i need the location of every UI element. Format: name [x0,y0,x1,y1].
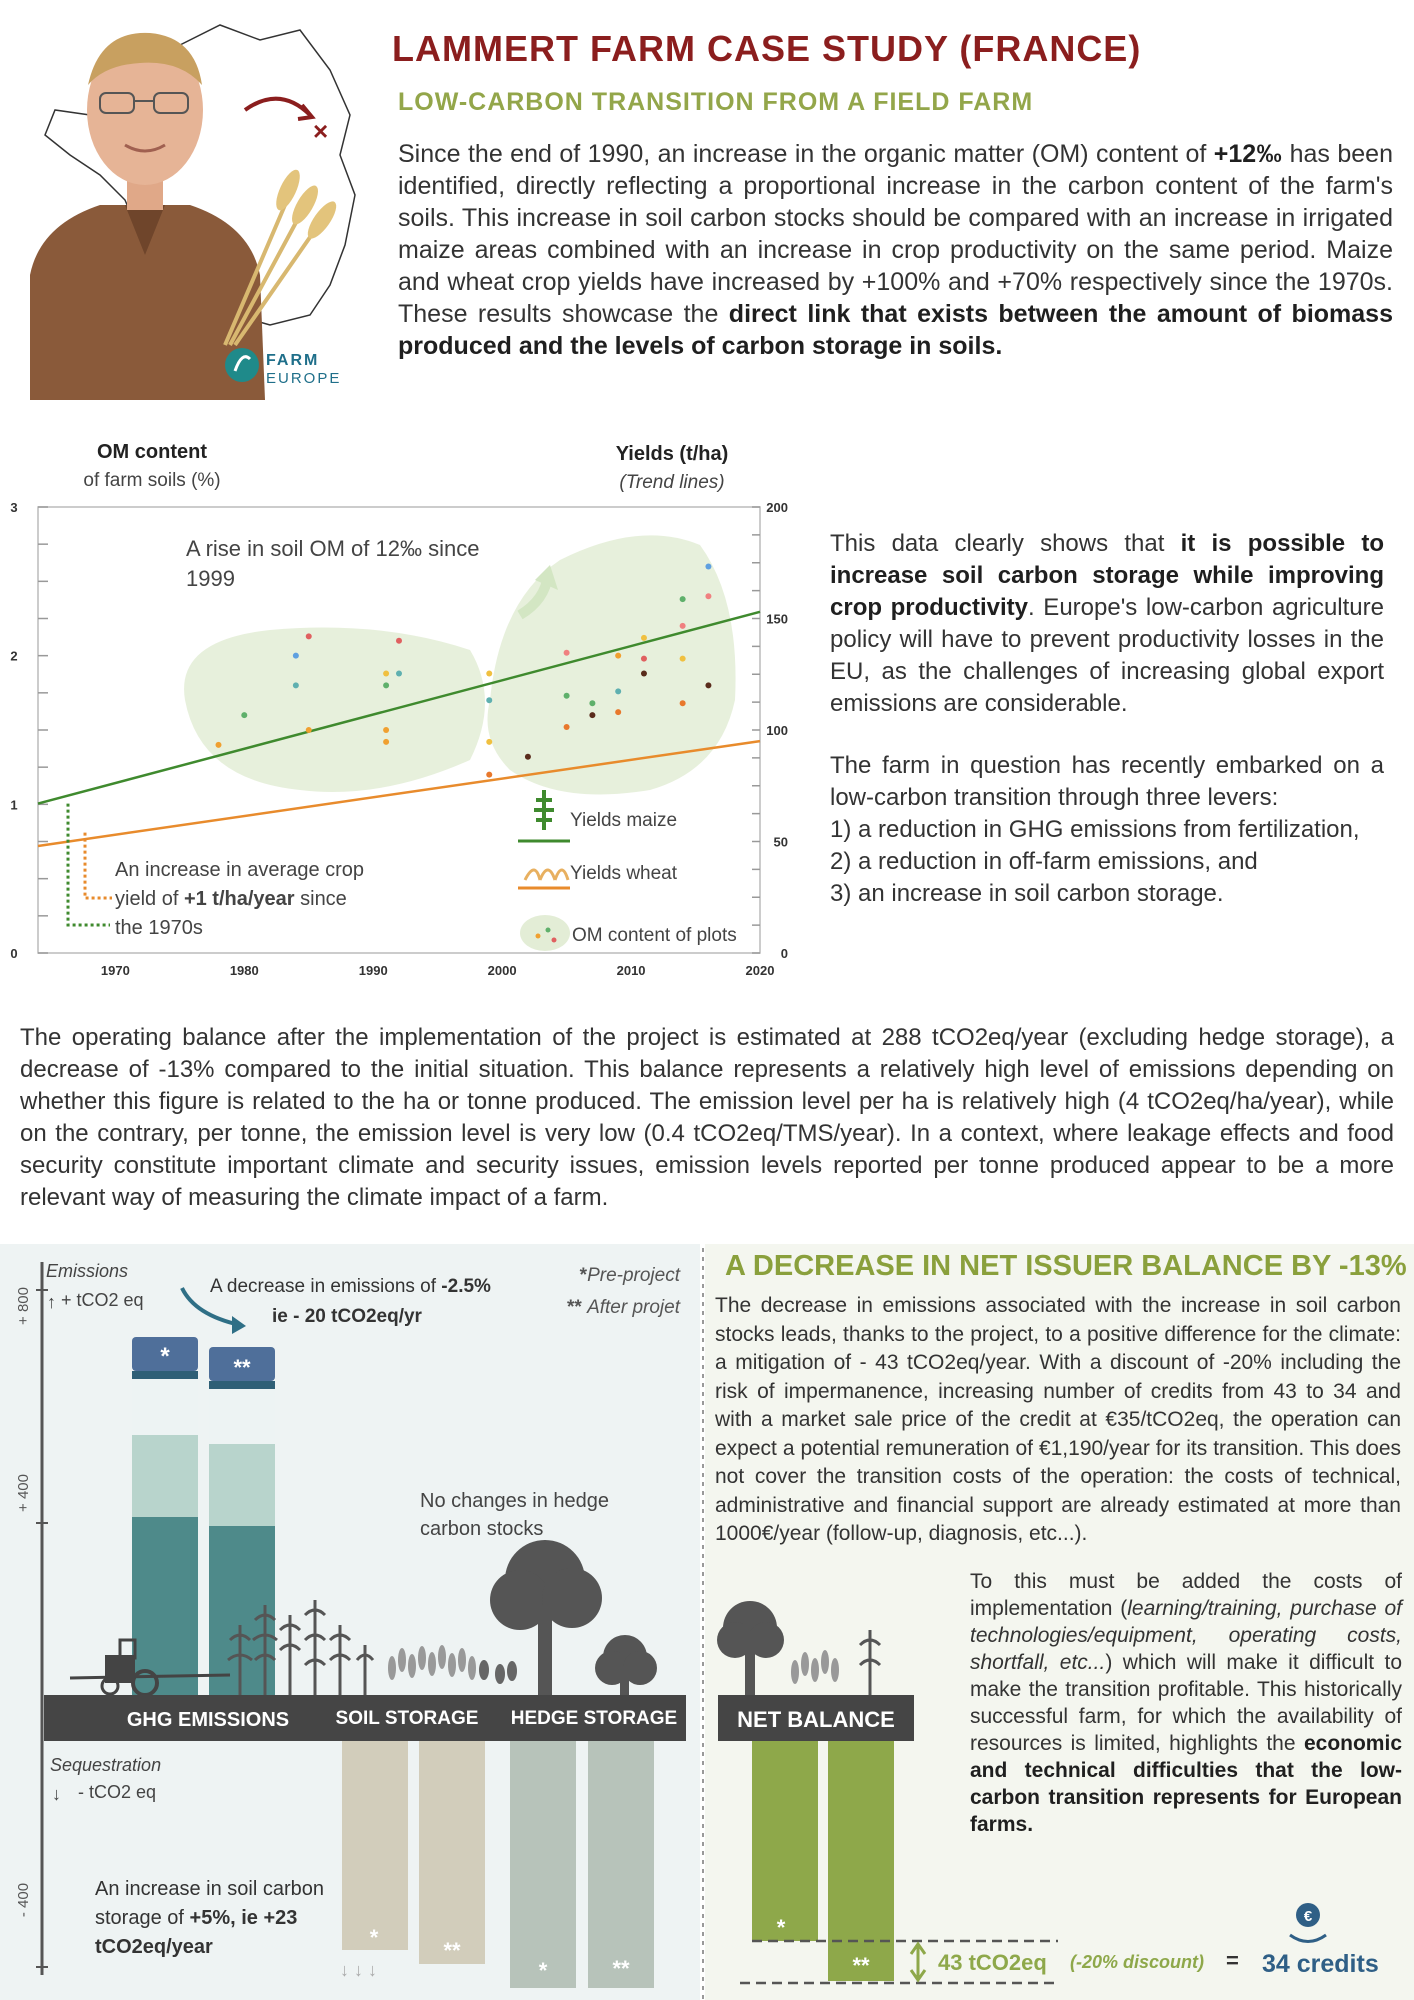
om-data-point [293,653,299,659]
svg-text:€: € [1303,1908,1313,1925]
om-data-point [705,563,711,569]
wheat-indicator-line [85,833,112,898]
om-data-point [486,671,492,677]
net-wheat-icon [791,1650,839,1684]
om-data-point [383,671,389,677]
sequestration-label: Sequestration [50,1755,162,1775]
left-y-tick-label: 1 [10,797,18,813]
om-data-point [564,693,570,699]
left-y-tick-label: 0 [10,946,18,961]
om-data-point [216,742,222,748]
axis-tick-800: + 800 [15,1287,32,1325]
decrease-note-line2: ie - 20 tCO2eq/yr [272,1306,422,1327]
hedge-storage-bar-pre [510,1741,576,1988]
om-data-point [680,656,686,662]
analysis-text [830,528,1384,940]
sequestration-unit: - tCO2 eq [78,1782,157,1802]
om-data-point [396,638,402,644]
discount-label: (-20% discount) [1070,1952,1205,1972]
x-tick-label: 1990 [358,963,388,978]
left-y-tick-label: 3 [10,500,18,515]
net-tree-icon [717,1601,784,1695]
left-axis-subtitle: of farm soils (%) [83,470,221,491]
category-ghg-emissions: GHG EMISSIONS [126,1709,290,1731]
after-project-legend: ** After projet [566,1297,680,1318]
location-arrow-icon [245,99,310,115]
om-yield-chart [0,430,790,990]
wheat-field-icon [388,1645,517,1684]
net-maize-icon [860,1630,880,1695]
om-data-point [383,727,389,733]
chart-legend [518,790,737,951]
right-y-tick-label: 150 [766,611,788,627]
om-annotation: A rise in soil OM of 12‰ since 1999 [186,536,480,591]
svg-text:*: * [369,1925,379,1950]
om-data-point [615,688,621,694]
om-data-point [396,671,402,677]
om-data-point [564,724,570,730]
om-data-point [641,671,647,677]
analysis-paragraph-1: This data clearly shows that it is possible to increase soil carbon storage while improving crop productivity. Europe's low-carbon agriculture policy will have to prevent productivity losses in the EU, as the challenges of increasing global export emissions are considerable. [830,530,1384,717]
x-tick-label: 2000 [487,963,517,978]
logo-text-europe: EUROPE [266,370,342,387]
om-area-blob-1 [184,628,485,793]
credits-value: 34 credits [1262,1950,1379,1978]
om-data-point [486,697,492,703]
emissions-label: Emissions [46,1261,129,1281]
right-y-tick-label: 0 [780,946,788,961]
om-data-point [383,739,389,745]
soil-storage-note: An increase in soil carbon storage of +5%, ie +23 tCO2eq/year [95,1878,325,1958]
hand-icon [1290,1935,1326,1942]
soil-storage-bar-pre [342,1741,408,1950]
net-balance-bar-after [828,1741,894,1981]
om-data-point [564,650,570,656]
lever-3: 3) an increase in soil carbon storage. [830,880,1224,907]
om-data-point [641,635,647,641]
om-data-point [615,653,621,659]
svg-text:**: ** [443,1938,461,1963]
lever-1: 1) a reduction in GHG emissions from fertilization, [830,816,1360,843]
hedge-storage-bar-after [588,1741,654,1988]
difference-value: 43 tCO2eq [938,1950,1047,1975]
bar-mark-pre: * [160,1343,170,1370]
logo-text-farm: FARM [266,352,320,369]
down-arrow-icon: ↓ [52,1784,61,1804]
farmer-portrait-map [30,15,360,400]
levers-list: The farm in question has recently embarked on a low-carbon transition through three levers: 1) a reduction in GHG emissions from fertilization, 2) a reduction in off-farm emissions, and 3) an increase in soil carbon storage. [830,752,1384,907]
legend-wheat-label: Yields wheat [570,863,678,884]
om-data-point [293,682,299,688]
net-balance-bar-pre [752,1741,818,1941]
net-balance-text: The decrease in emissions associated with the increase in soil carbon stocks leads, thanks to the project, to a positive difference for the climate: a mitigation of - 43 tCO2eq/year. With a discount of -20% including the risk of impermanence, increasing number of credits from 43 to 34 and with a market sale price of the credit at €35/tCO2eq, the operation can expect a potential remuneration of €1,190/year for its transition. This does not cover the transition costs of the operation: the costs of technical, administrative and financial support are already estimated at more than 1000€/year (follow-up, diagnosis, etc...). [715,1294,1401,1545]
om-data-point [589,700,595,706]
soil-storage-bar-after [419,1741,485,1964]
axis-tick-minus-400: - 400 [15,1882,32,1918]
om-data-point [641,656,647,662]
farm-europe-logo-icon [225,348,259,382]
om-data-point [705,682,711,688]
ghg-bar-pre-project [132,1337,198,1695]
left-axis-title: OM content [97,441,207,463]
axis-tick-400: + 400 [15,1474,32,1512]
x-tick-label: 2020 [745,963,775,978]
om-data-point [383,682,389,688]
om-plots-icon [520,915,570,951]
category-soil-storage: SOIL STORAGE [335,1708,479,1729]
legend-maize-label: Yields maize [570,810,678,831]
pre-project-legend: *Pre-project [579,1265,680,1286]
yield-annotation: An increase in average crop yield of +1 t/ha/year since the 1970s [115,859,365,939]
category-hedge-storage: HEDGE STORAGE [510,1708,678,1729]
hedge-note: No changes in hedge carbon stocks [420,1490,610,1540]
right-axis-title: Yields (t/ha) [615,443,729,465]
om-data-point [705,593,711,599]
om-data-point [486,739,492,745]
right-y-tick-label: 50 [773,834,788,850]
svg-text:**: ** [612,1956,630,1981]
page-title: LAMMERT FARM CASE STUDY (FRANCE) [392,28,1142,69]
emissions-unit: + tCO2 eq [61,1290,144,1310]
difference-arrow-icon [911,1944,925,1980]
om-data-point [680,623,686,629]
right-axis-subtitle: (Trend lines) [619,472,725,493]
om-data-point [589,712,595,718]
om-data-point [241,712,247,718]
maize-indicator-line [68,804,110,925]
bar-mark-after: ** [233,1355,251,1380]
up-arrow-icon: ↑ [47,1292,56,1312]
om-data-point [525,754,531,760]
svg-text:*: * [776,1915,786,1940]
x-tick-label: 1970 [100,963,130,978]
om-data-point [306,633,312,639]
legend-om-label: OM content of plots [572,925,737,946]
right-y-tick-label: 200 [766,500,788,515]
om-data-point [680,700,686,706]
equals-sign: = [1226,1948,1239,1973]
svg-text:**: ** [852,1953,870,1978]
page-subtitle: LOW-CARBON TRANSITION FROM A FIELD FARM [398,88,1034,116]
maize-plant-icon [534,790,554,830]
net-balance-heading: A DECREASE IN NET ISSUER BALANCE BY -13% [725,1250,1407,1282]
right-y-tick-label: 100 [766,723,788,738]
om-data-point [486,772,492,778]
om-area-blob-2 [488,535,736,794]
location-marker-icon: × [313,116,329,146]
intro-paragraph: Since the end of 1990, an increase in the organic matter (OM) content of +12‰ has been identified, directly reflecting a proportional increase in the carbon content of the farm's soils. This increase in soil carbon stocks should be compared with an increase in irrigated maize areas combined with an increase in crop productivity on the same period. Maize and wheat crop yields have increased by +100% and +70% respectively since the 1970s. These results showcase the direct link that exists between the amount of biomass produced and the levels of carbon storage in soils. [398,140,1393,360]
om-data-point [306,727,312,733]
decrease-note: A decrease in emissions of -2.5% [210,1276,491,1297]
operating-balance-paragraph: The operating balance after the implementation of the project is estimated at 288 tCO2eq/year (excluding hedge storage), a decrease of -13% compared to the initial situation. This balance represents a relatively high level of emissions depending on whether this figure is related to the ha or tonne produced. The emission level per ha is relatively high (4 tCO2eq/ha/year), while on the contrary, per tonne, the emission level is very low (0.4 tCO2eq/TMS/year). In a context, where leakage effects and food security constitute important climate and security issues, emission levels reported per tonne produced appear to be a more relevant way of measuring the climate impact of a farm. [20,1024,1394,1211]
left-y-tick-label: 2 [10,648,18,664]
wheat-plant-icon [525,870,568,880]
sequestration-arrows-icon: ↓ ↓ ↓ [340,1960,378,1980]
om-data-point [615,709,621,715]
x-tick-label: 1980 [229,963,259,978]
om-data-point [680,596,686,602]
category-net-balance: NET BALANCE [737,1707,895,1732]
lever-2: 2) a reduction in off-farm emissions, and [830,848,1258,875]
svg-text:*: * [538,1958,548,1983]
implementation-costs-text: To this must be added the costs of implementation (learning/training, purchase of technologies/equipment, operating costs, shortfall, etc...) which will make it difficult to make the transition profitable. This historically successful farm, for which the availability of resources is limited, highlights the economic and technical difficulties that the low-carbon transition represents for European farms. [970,1570,1403,1836]
x-tick-label: 2010 [616,963,646,978]
